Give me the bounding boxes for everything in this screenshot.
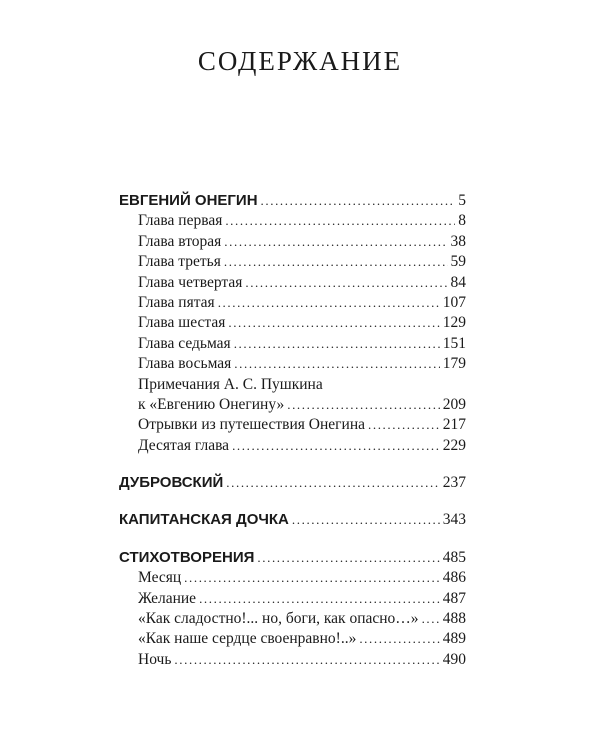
dot-leader [224,252,448,272]
toc-entry-label: Глава третья [138,253,221,271]
toc-entry-label: Глава шестая [138,314,226,332]
toc-entry-fragments[interactable] [119,415,466,435]
toc-entry-label: Глава первая [138,212,223,230]
dot-leader [359,629,439,649]
dot-leader [232,436,440,456]
toc-entry-label: Желание [138,589,197,607]
toc-entry-label: «Как наше сердце своенравно!..» [138,630,357,648]
toc-entry-onegin[interactable] [119,191,466,211]
toc-entry-label: КАПИТАНСКАЯ ДОЧКА [119,511,289,529]
toc-page-number: 489 [442,630,466,648]
toc-entry-chapter-5[interactable] [119,293,466,313]
toc-page-number: 485 [442,548,466,566]
dot-leader [199,589,440,609]
dot-leader [292,510,440,530]
toc-page-number: 84 [450,273,466,291]
toc-entry-label: Месяц [138,569,182,587]
toc-entry-captains-daughter[interactable] [119,510,466,530]
toc-entry-label: Глава вторая [138,232,222,250]
dot-leader [226,473,439,493]
dot-leader [257,548,439,568]
toc-entry-label: Глава четвертая [138,273,243,291]
toc-entry-poem-3[interactable] [119,609,466,629]
toc-entry-label: к «Евгению Онегину» [138,395,285,413]
toc-page-number: 343 [442,511,466,529]
toc-page-number: 8 [458,212,466,230]
toc-entry-tenth-chapter[interactable] [119,436,466,456]
toc-page-number: 151 [442,334,466,352]
toc-entry-label: Отрывки из путешествия Онегина [138,416,365,434]
toc-entry-notes-line1[interactable]: Примечания А. С. Пушкина [138,375,323,393]
toc-page-number: 488 [442,610,466,628]
page-title: СОДЕРЖАНИЕ [197,46,403,76]
dot-leader [184,568,440,588]
toc-entry-poems[interactable] [119,548,466,568]
toc-page-number: 5 [458,192,466,209]
toc-entry-label: Глава седьмая [138,334,231,352]
toc-page-number: 486 [442,569,466,587]
toc-entry-chapter-2[interactable] [119,232,466,252]
toc-page-number: 59 [450,253,466,271]
toc-page-number: 38 [450,232,466,250]
toc-page-number: 209 [442,395,466,413]
dot-leader [234,354,439,374]
toc-entry-dubrovsky[interactable] [119,473,466,493]
toc-entry-poem-2[interactable] [119,589,466,609]
toc-entry-chapter-4[interactable] [119,273,466,293]
toc-entry-label: Десятая глава [138,436,230,454]
toc-entry-label: ЕВГЕНИЙ ОНЕГИН [119,192,258,209]
toc-entry-chapter-6[interactable] [119,313,466,333]
toc-entry-poem-5[interactable] [119,650,466,670]
dot-leader [225,211,455,231]
toc-entry-chapter-7[interactable] [119,334,466,354]
toc-entry-poem-1[interactable] [119,568,466,588]
toc-entry-chapter-8[interactable] [119,354,466,374]
toc-page-number: 129 [442,314,466,332]
dot-leader [245,273,447,293]
dot-leader [261,191,456,211]
dot-leader [174,650,439,670]
toc-entry-notes[interactable] [119,395,466,415]
toc-entry-label: Глава восьмая [138,355,232,373]
dot-leader [287,395,440,415]
toc-page-number: 229 [442,436,466,454]
toc-page-number: 179 [442,355,466,373]
dot-leader [228,313,439,333]
dot-leader [422,609,440,629]
toc-entry-chapter-3[interactable] [119,252,466,272]
toc-entry-poem-4[interactable] [119,629,466,649]
toc-entry-chapter-1[interactable] [119,211,466,231]
toc-entry-label: СТИХОТВОРЕНИЯ [119,548,255,566]
dot-leader [234,334,440,354]
dot-leader [224,232,447,252]
table-of-contents [119,191,466,670]
toc-page-number: 490 [442,650,466,668]
toc-page-number: 487 [442,589,466,607]
toc-entry-label: «Как сладостно!... но, боги, как опасно…» [138,610,419,628]
toc-entry-label: Глава пятая [138,293,215,311]
dot-leader [218,293,440,313]
dot-leader [368,415,440,435]
toc-page-number: 217 [442,416,466,434]
toc-page-number: 237 [442,474,466,492]
toc-entry-label: ДУБРОВСКИЙ [119,474,224,492]
toc-entry-label: Ночь [138,650,172,668]
toc-page-number: 107 [442,293,466,311]
